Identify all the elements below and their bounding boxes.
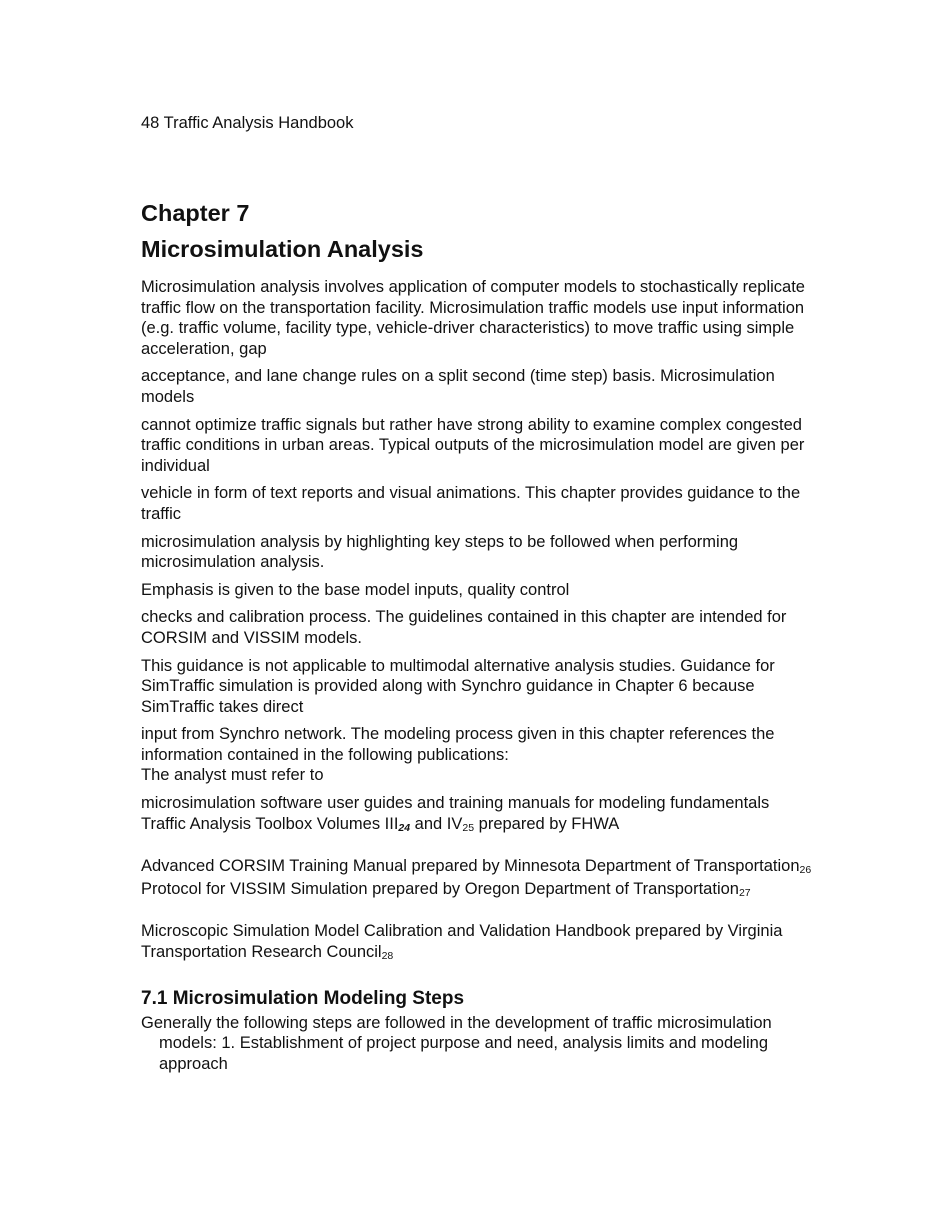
- document-page: [141, 112, 821, 1074]
- section-paragraph: Generally the following steps are followed in the development of traffic microsimulation models: 1. Establishment of project purpose and need, analysis limits and modeling approach: [141, 1013, 772, 1073]
- paragraph: Emphasis is given to the base model inputs, quality control: [141, 580, 570, 599]
- publication-text: Protocol for VISSIM Simulation prepared by Oregon Department of Transportation: [141, 879, 739, 898]
- publication-text: Microscopic Simulation Model Calibration and Validation Handbook prepared by Virginia Transportation Research Council: [141, 922, 783, 962]
- chapter-heading: [141, 195, 821, 267]
- publication-text: Advanced CORSIM Training Manual prepared by Minnesota Department of Transportation: [141, 857, 800, 876]
- publication-text: Traffic Analysis Toolbox Volumes III: [141, 814, 399, 833]
- publication-toolbox: [141, 814, 821, 837]
- chapter-title: Microsimulation Analysis: [141, 236, 424, 262]
- footnote-ref: 28: [381, 950, 394, 963]
- chapter-body: [141, 277, 821, 965]
- publication-text: prepared by FHWA: [474, 814, 620, 833]
- footnote-ref: 24: [398, 821, 411, 834]
- paragraph: cannot optimize traffic signals but rather have strong ability to examine complex congested traffic conditions in urban areas. Typical outputs of the microsimulation model are given per individual: [141, 415, 805, 475]
- chapter-number: Chapter 7: [141, 200, 250, 226]
- publication-vtrc: [141, 921, 821, 964]
- section-heading: 7.1 Microsimulation Modeling Steps: [141, 987, 465, 1009]
- publication-corsim-vissim: [141, 856, 821, 901]
- footnote-ref: 27: [738, 886, 751, 899]
- paragraph: Microsimulation analysis involves application of computer models to stochastically replicate traffic flow on the transportation facility. Microsimulation traffic models use input information (e.g. traffic volume, facility type, vehicle-driver characteristics) to move traffic using simple acceleration, gap: [141, 278, 805, 358]
- paragraph: microsimulation software user guides and training manuals for modeling fundamentals: [141, 794, 770, 813]
- paragraph: The analyst must refer to: [141, 766, 324, 785]
- running-head: 48 Traffic Analysis Handbook: [141, 114, 354, 132]
- paragraph: vehicle in form of text reports and visual animations. This chapter provides guidance to the traffic: [141, 484, 801, 523]
- paragraph: This guidance is not applicable to multimodal alternative analysis studies. Guidance for SimTraffic simulation is provided along with Synchro guidance in Chapter 6 because SimTraffic takes direct: [141, 656, 775, 716]
- paragraph: input from Synchro network. The modeling process given in this chapter references the information contained in the following publications:: [141, 725, 775, 764]
- publication-text: and IV: [410, 814, 463, 833]
- footnote-ref: 25: [462, 821, 475, 834]
- paragraph: checks and calibration process. The guidelines contained in this chapter are intended for CORSIM and VISSIM models.: [141, 608, 787, 647]
- footnote-ref: 26: [799, 864, 812, 877]
- paragraph: acceptance, and lane change rules on a split second (time step) basis. Microsimulation models: [141, 367, 775, 406]
- paragraph: microsimulation analysis by highlighting key steps to be followed when performing microsimulation analysis.: [141, 532, 739, 572]
